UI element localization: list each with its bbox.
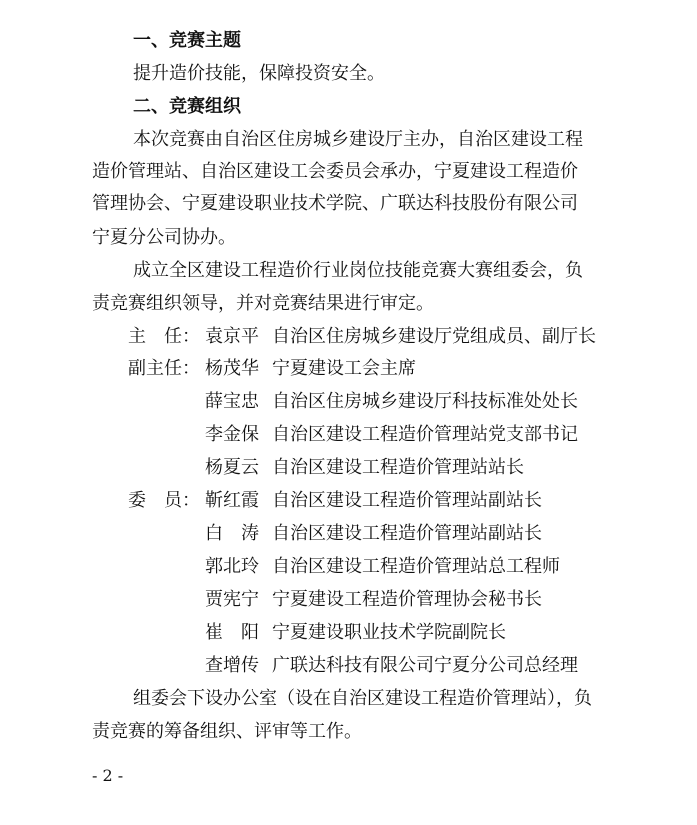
- roster-name: 郭北玲: [205, 556, 259, 577]
- paragraph-organizers-line: 管理协会、宁夏建设职业技术学院、广联达科技股份有限公司: [92, 193, 578, 214]
- paragraph-organizers-line: 本次竞赛由自治区住房城乡建设厅主办，自治区建设工程: [133, 129, 583, 150]
- roster-row: [0, 358, 697, 380]
- roster-name: 靳红霞: [205, 490, 259, 511]
- roster-role: 委 员：: [128, 490, 200, 511]
- roster-title: 宁夏建设工会主席: [272, 358, 416, 379]
- roster-row: [0, 457, 697, 479]
- roster-name: 李金保: [205, 424, 259, 445]
- roster-role: 主 任：: [128, 326, 200, 347]
- roster-row: [0, 589, 697, 611]
- roster-name: 查增传: [205, 655, 259, 676]
- page-number: - 2 -: [92, 766, 124, 785]
- roster-title: 自治区建设工程造价管理站总工程师: [272, 556, 560, 577]
- section-heading-organization: 二、竞赛组织: [133, 96, 241, 117]
- roster-name: 白 涛: [205, 523, 259, 544]
- paragraph-committee-line: 成立全区建设工程造价行业岗位技能竞赛大赛组委会，负: [133, 260, 583, 281]
- roster-row: [0, 326, 697, 348]
- paragraph-organizers-line: 造价管理站、自治区建设工会委员会承办，宁夏建设工程造价: [92, 161, 578, 182]
- roster-name: 袁京平: [205, 326, 259, 347]
- roster-name: 杨茂华: [205, 358, 259, 379]
- roster-row: [0, 556, 697, 578]
- paragraph-organizers-line: 宁夏分公司协办。: [92, 227, 236, 248]
- paragraph-office-line: 组委会下设办公室（设在自治区建设工程造价管理站），负: [133, 688, 592, 709]
- roster-title: 宁夏建设工程造价管理协会秘书长: [272, 589, 542, 610]
- roster-name: 薛宝忠: [205, 391, 259, 412]
- roster-title: 自治区建设工程造价管理站党支部书记: [272, 424, 578, 445]
- roster-row: [0, 391, 697, 413]
- roster-title: 自治区建设工程造价管理站副站长: [272, 490, 542, 511]
- roster-row: [0, 424, 697, 446]
- roster-title: 自治区住房城乡建设厅科技标准处处长: [272, 391, 578, 412]
- roster-title: 自治区建设工程造价管理站副站长: [272, 523, 542, 544]
- roster-name: 贾宪宁: [205, 589, 259, 610]
- roster-name: 杨夏云: [205, 457, 259, 478]
- roster-row: [0, 523, 697, 545]
- roster-title: 广联达科技有限公司宁夏分公司总经理: [272, 655, 578, 676]
- roster-name: 崔 阳: [205, 622, 259, 643]
- paragraph-theme-line: 提升造价技能，保障投资安全。: [133, 63, 385, 84]
- paragraph-office-line: 责竞赛的筹备组织、评审等工作。: [92, 721, 362, 742]
- roster-title: 自治区建设工程造价管理站站长: [272, 457, 524, 478]
- roster-row: [0, 622, 697, 644]
- roster-row: [0, 655, 697, 677]
- paragraph-committee-line: 责竞赛组织领导，并对竞赛结果进行审定。: [92, 293, 434, 314]
- roster-role: 副主任：: [128, 358, 200, 379]
- roster-title: 自治区住房城乡建设厅党组成员、副厅长: [272, 326, 596, 347]
- roster-title: 宁夏建设职业技术学院副院长: [272, 622, 506, 643]
- section-heading-theme: 一、竞赛主题: [133, 30, 241, 51]
- roster-row: [0, 490, 697, 512]
